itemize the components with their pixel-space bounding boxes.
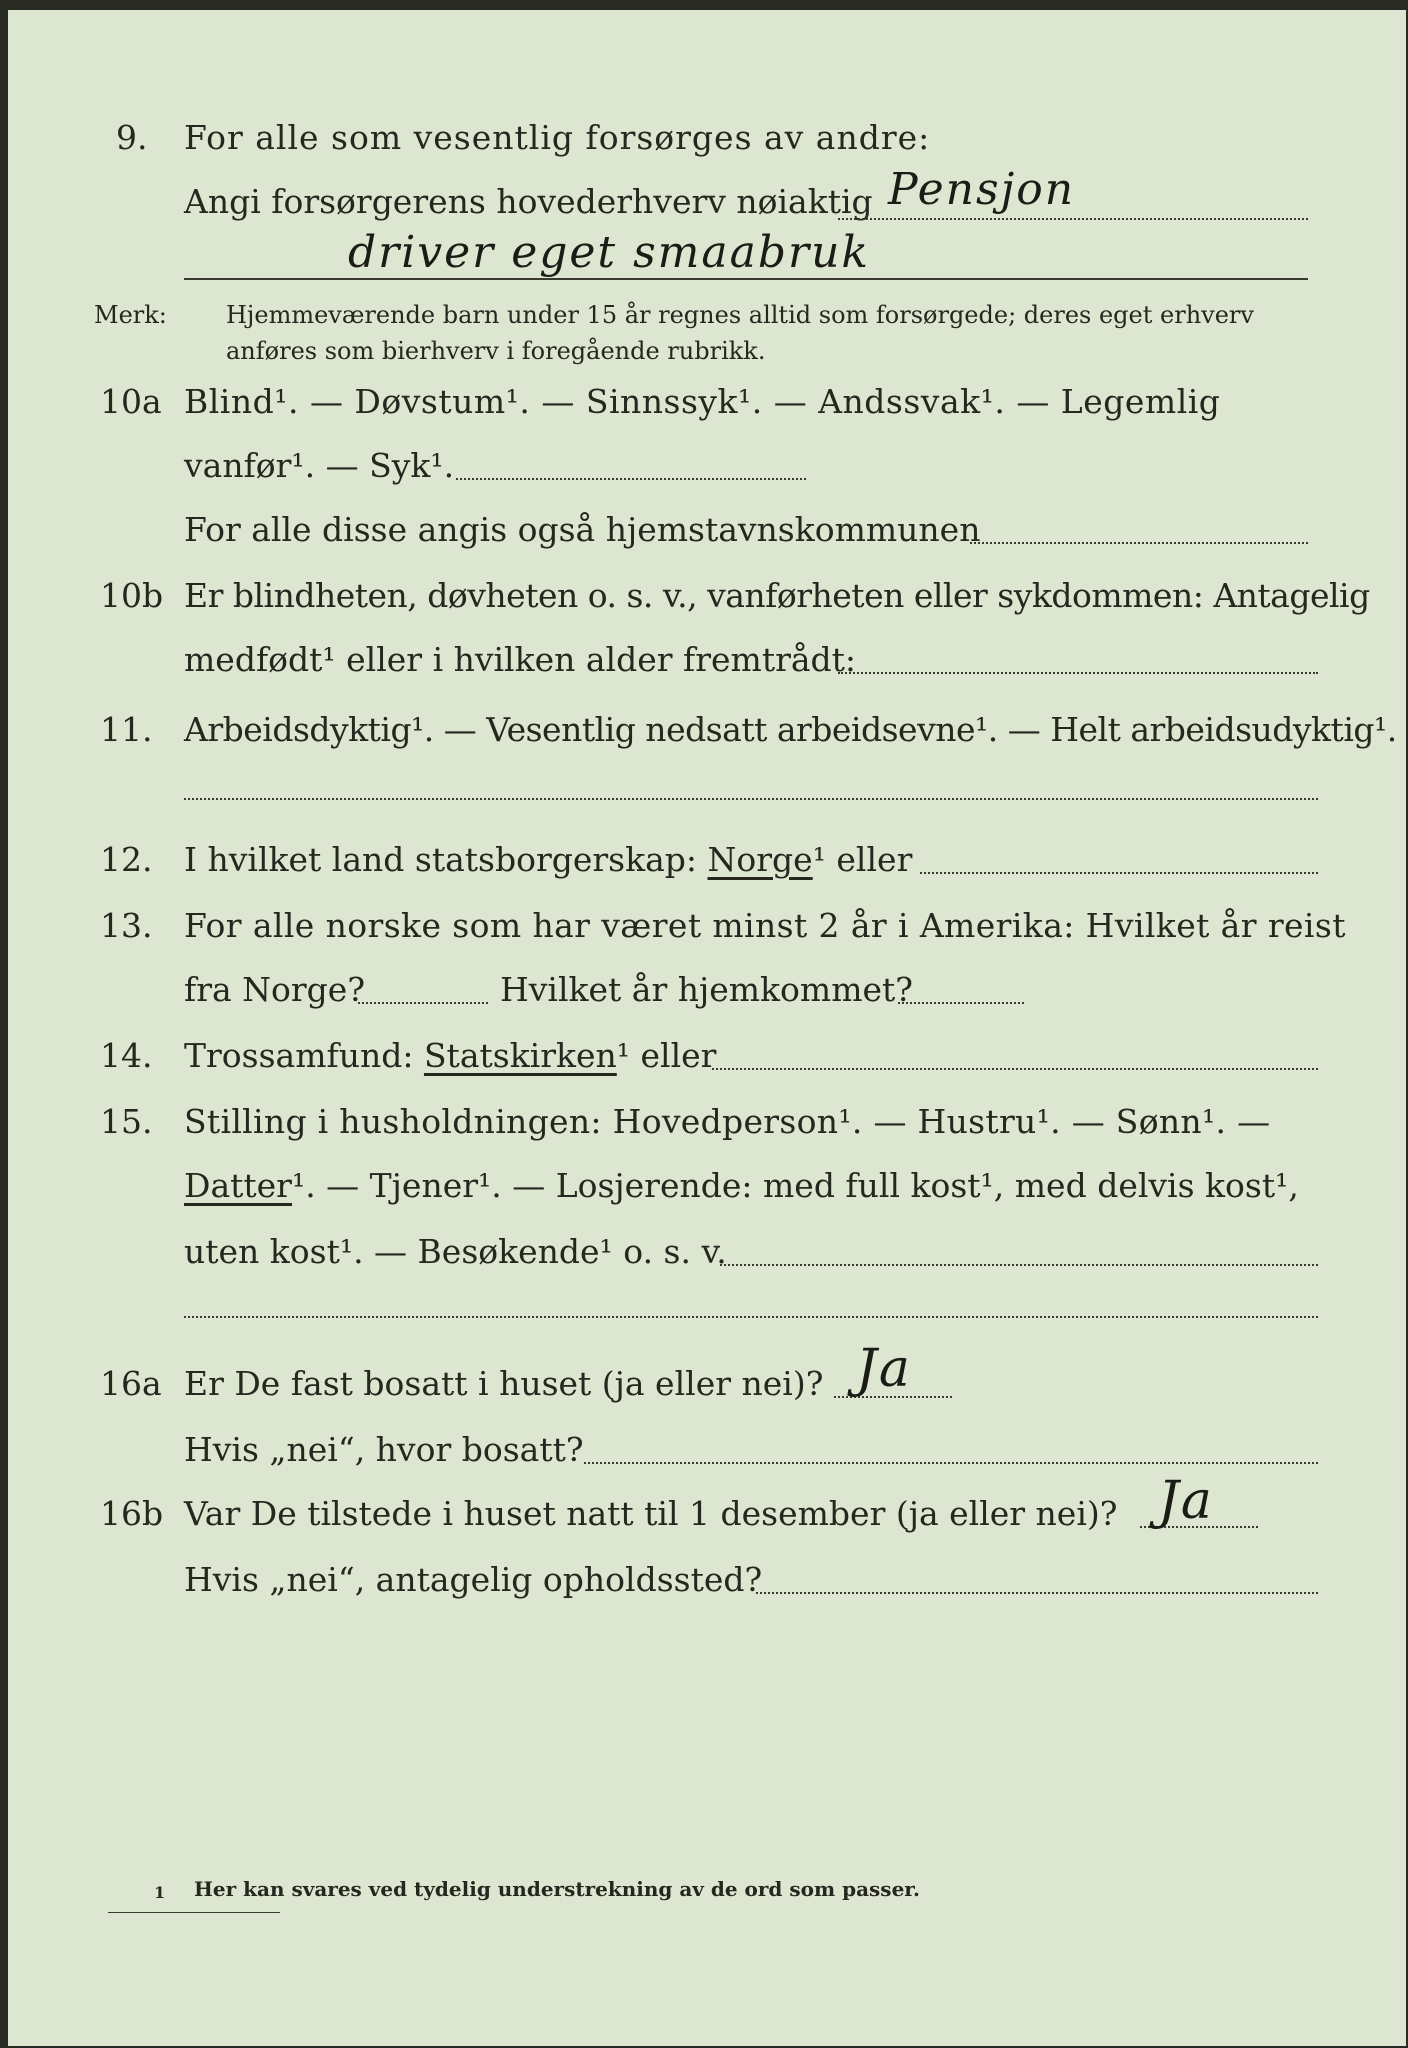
q16a-line2: Hvis „nei“, hvor bosatt? xyxy=(184,1430,584,1469)
q13-line2a: fra Norge? xyxy=(184,970,366,1009)
q13-return-year-line xyxy=(898,1002,1024,1004)
q14-prompt: Trossamfund: xyxy=(184,1036,414,1075)
q15-line1: Stilling i husholdningen: Hovedperson¹. — Hustru¹. — Sønn¹. — xyxy=(184,1102,1271,1141)
q9-line1: For alle som vesentlig forsørges av andre: xyxy=(184,118,931,157)
q12-text xyxy=(184,840,912,880)
q11-number: 11. xyxy=(100,710,153,749)
q10b-line1: Er blindheten, døvheten o. s. v., vanførheten eller sykdommen: Antagelig xyxy=(184,576,1370,615)
merk-label: Merk: xyxy=(94,301,167,329)
q9-handwritten-answer2: driver eget smaabruk xyxy=(348,227,871,278)
q9-line2: Angi forsørgerens hovederhverv nøiaktig xyxy=(184,182,873,221)
q12-prompt: I hvilket land statsborgerskap: xyxy=(184,840,698,879)
q13-line2b: Hvilket år hjemkommet? xyxy=(500,970,913,1009)
q14-suffix: ¹ eller xyxy=(616,1036,717,1075)
q10b-number: 10b xyxy=(100,576,164,615)
q14-text xyxy=(184,1036,716,1076)
q10a-line1: Blind¹. — Døvstum¹. — Sinnssyk¹. — Andssvak¹. — Legemlig xyxy=(184,382,1221,421)
q13-departure-year-line xyxy=(358,1002,488,1004)
q9-answer-line1 xyxy=(838,218,1308,220)
q16b-line1: Var De tilstede i huset natt til 1 desember (ja eller nei)? xyxy=(184,1494,1118,1533)
q9-answer-line2 xyxy=(184,278,1308,280)
q10b-line2: medfødt¹ eller i hvilken alder fremtrådt: xyxy=(184,640,857,679)
q14-number: 14. xyxy=(100,1036,153,1075)
q12-suffix: ¹ eller xyxy=(812,840,913,879)
q16b-number: 16b xyxy=(100,1494,164,1533)
q15-number: 15. xyxy=(100,1102,153,1141)
q16b-line2: Hvis „nei“, antagelig opholdssted? xyxy=(184,1560,763,1599)
q11-line1: Arbeidsdyktig¹. — Vesentlig nedsatt arbeidsevne¹. — Helt arbeidsudyktig¹. xyxy=(184,710,1397,749)
q13-number: 13. xyxy=(100,906,153,945)
q9-handwritten-answer1: Pensjon xyxy=(888,164,1076,215)
q16a-number: 16a xyxy=(100,1364,162,1403)
q15-extra-line xyxy=(184,1316,1318,1318)
q10b-answer-line xyxy=(838,672,1318,674)
q10a-answer-line xyxy=(456,478,806,480)
q16b-location-line xyxy=(756,1592,1318,1594)
q12-answer-line xyxy=(920,872,1318,874)
footnote-mark: 1 xyxy=(154,1883,166,1902)
footnote-text: Her kan svares ved tydelig understrekning av de ord som passer. xyxy=(194,1877,920,1901)
q10a-line2: vanfør¹. — Syk¹. xyxy=(184,446,455,485)
q10a-number: 10a xyxy=(100,382,162,421)
q16a-residence-line xyxy=(584,1462,1318,1464)
q11-answer-line xyxy=(184,798,1318,800)
q12-number: 12. xyxy=(100,840,153,879)
q16a-line1: Er De fast bosatt i huset (ja eller nei)? xyxy=(184,1364,824,1403)
merk-line2: anføres som bierhverv i foregående rubrikk. xyxy=(226,337,766,365)
q15-line2 xyxy=(184,1166,1299,1206)
q15-answer-line xyxy=(720,1264,1318,1266)
footnote-rule xyxy=(108,1912,280,1913)
q14-answer-line xyxy=(712,1068,1318,1070)
q13-line1: For alle norske som har været minst 2 år i Amerika: Hvilket år reist xyxy=(184,906,1346,945)
q12-underlined-choice: Norge xyxy=(707,840,813,879)
q14-underlined-choice: Statskirken xyxy=(423,1036,617,1075)
q15-line3: uten kost¹. — Besøkende¹ o. s. v. xyxy=(184,1232,727,1271)
q10a-line3: For alle disse angis også hjemstavnskommunen xyxy=(184,510,981,549)
q15-underlined-choice: Datter xyxy=(184,1166,292,1205)
q9-number: 9. xyxy=(116,118,148,157)
census-form-page xyxy=(8,10,1406,2046)
q15-line2-rest: ¹. — Tjener¹. — Losjerende: med full kost¹, med delvis kost¹, xyxy=(291,1166,1299,1205)
q16a-handwritten-answer: Ja xyxy=(856,1339,912,1399)
merk-line1: Hjemmeværende barn under 15 år regnes alltid som forsørgede; deres eget erhverv xyxy=(226,301,1254,329)
q10a-hometown-line xyxy=(970,542,1308,544)
q16b-handwritten-answer: Ja xyxy=(1158,1471,1214,1531)
